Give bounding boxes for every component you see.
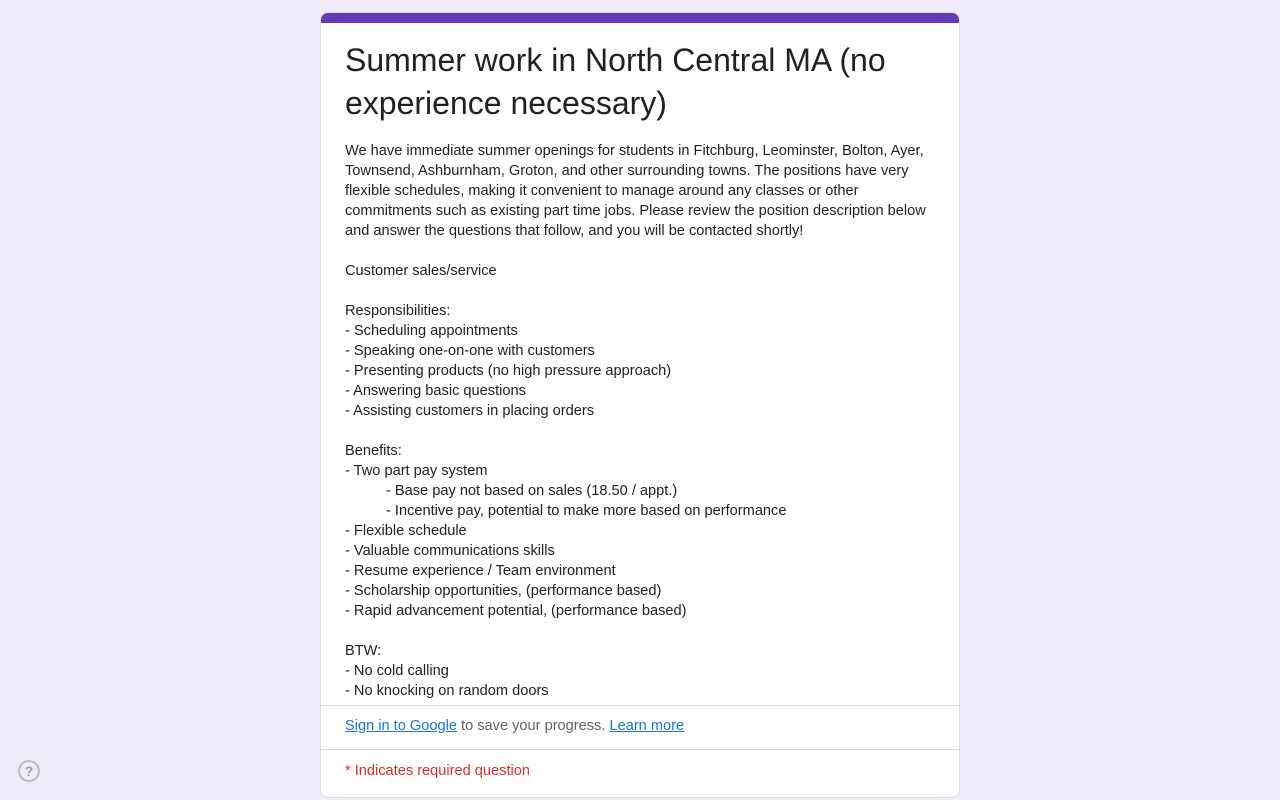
btw-item: - No knocking on random doors [345,683,549,699]
responsibility-item: - Assisting customers in placing orders [345,403,595,419]
position-text: Customer sales/service [345,263,497,279]
benefit-item: - Valuable communications skills [345,543,555,559]
intro-text: We have immediate summer openings for students in Fitchburg, Leominster, Bolton, Ayer, Townsend, Ashburnham, Groton, and other surrounding towns. The positions have very flexible schedules, making it convenient to manage around any classes or other commitments such as existing part time jobs. Please review the position description below and answer the questions that follow, and you will be contacted shortly! [345,143,926,239]
responsibility-item: - Presenting products (no high pressure approach) [345,363,672,379]
benefit-sub-item: - Incentive pay, potential to make more based on performance [386,503,787,519]
responsibility-item: - Scheduling appointments [345,323,518,339]
divider [321,749,959,750]
btw-heading: BTW: [345,643,382,659]
benefits-heading: Benefits: [345,443,402,459]
divider [321,705,959,706]
benefit-sub-item: - Base pay not based on sales (18.50 / appt.) [386,483,678,499]
form-card [320,12,960,798]
sign-in-link[interactable]: Sign in to Google [345,718,457,734]
required-note: * Indicates required question [345,763,530,779]
btw-item: - No cold calling [345,663,449,679]
form-title: Summer work in North Central MA (no experience necessary) [345,42,886,121]
benefit-item: - Scholarship opportunities, (performance based) [345,583,662,599]
benefit-item: - Rapid advancement potential, (performance based) [345,603,687,619]
signin-notice [345,718,684,734]
responsibility-item: - Speaking one-on-one with customers [345,343,595,359]
form-description [345,141,935,701]
benefit-item: - Resume experience / Team environment [345,563,616,579]
form-header [321,23,959,701]
form-accent-bar [321,13,959,23]
benefit-item: - Flexible schedule [345,523,467,539]
responsibilities-heading: Responsibilities: [345,303,451,319]
learn-more-link[interactable]: Learn more [609,718,685,734]
help-icon[interactable]: ? [18,760,40,782]
responsibility-item: - Answering basic questions [345,383,526,399]
benefit-item: - Two part pay system [345,463,488,479]
signin-middle-text: to save your progress. [456,718,610,734]
